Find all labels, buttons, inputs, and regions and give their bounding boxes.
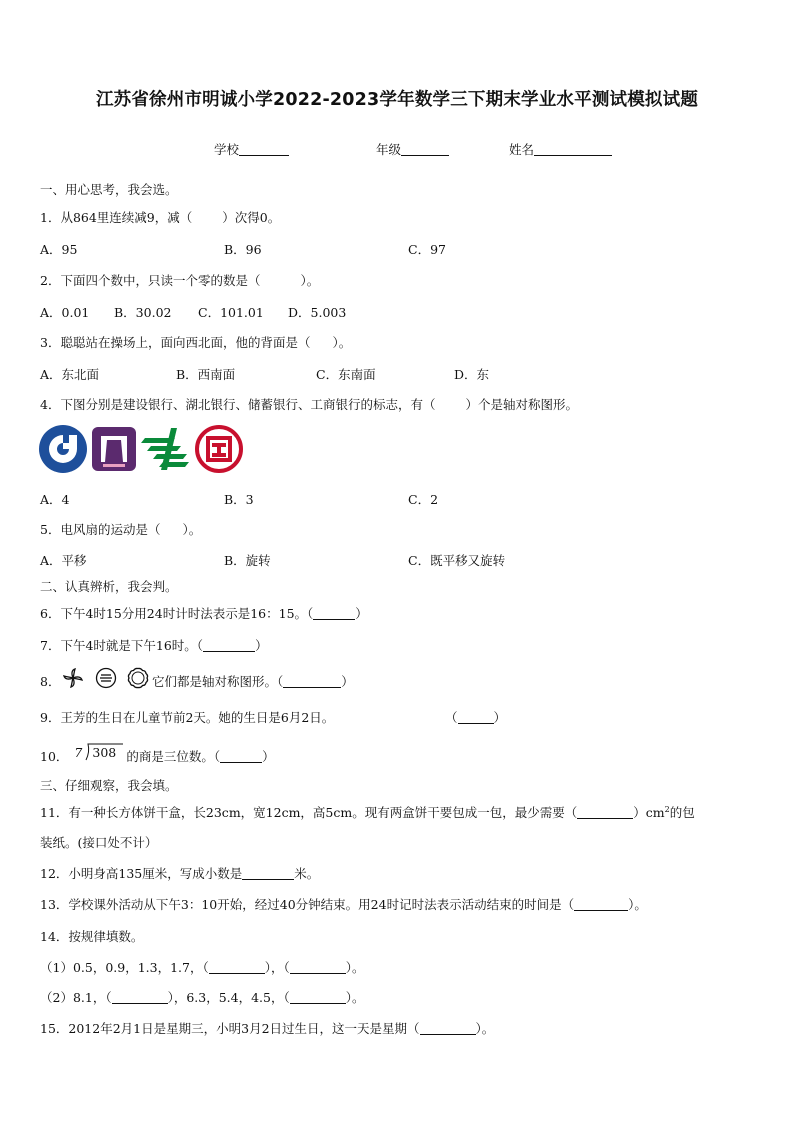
question-14-part-2: （2）8.1，（ ），6.3，5.4，4.5，（ ）。 xyxy=(40,990,365,1005)
q4-option-c[interactable]: C．2 xyxy=(408,492,439,507)
q4-option-b[interactable]: B．3 xyxy=(224,492,254,507)
q1-option-b[interactable]: B．96 xyxy=(224,242,262,257)
q1-option-a[interactable]: A．95 xyxy=(40,242,78,257)
q15-answer-blank[interactable] xyxy=(420,1022,476,1035)
q10-dividend: 308 xyxy=(92,745,117,760)
question-10: 10． 7 308 的商是三位数。（ ） xyxy=(40,745,275,765)
section-3-heading: 三、仔细观察，我会填。 xyxy=(40,778,178,793)
question-13: 13．学校课外活动从下午3：10开始，经过40分钟结束。用24时记时法表示活动结束的时间是（ ）。 xyxy=(40,897,647,912)
q2-option-c[interactable]: C．101.01 xyxy=(198,305,264,320)
q7-answer-blank[interactable] xyxy=(203,639,255,652)
question-11-line2: 装纸。(接口处不计） xyxy=(40,835,158,850)
q3-option-c[interactable]: C．东南面 xyxy=(316,367,376,382)
q2-option-b[interactable]: B．30.02 xyxy=(114,305,172,320)
q3-option-d[interactable]: D．东 xyxy=(454,367,490,382)
question-3: 3．聪聪站在操场上，面向西北面，他的背面是（ ）。 xyxy=(40,335,352,350)
q3-option-a[interactable]: A．东北面 xyxy=(40,367,100,382)
q9-answer-blank[interactable] xyxy=(458,711,494,724)
question-12: 12．小明身高135厘米，写成小数是 米。 xyxy=(40,866,320,881)
q5-option-a[interactable]: A．平移 xyxy=(40,553,87,568)
q8-number: 8． xyxy=(40,674,61,689)
postal-savings-logo-icon xyxy=(141,424,191,474)
q5-option-c[interactable]: C．既平移又旋转 xyxy=(408,553,506,568)
scalloped-circle-icon xyxy=(127,667,149,689)
question-6: 6．下午4时15分用24时计时法表示是16：15。（ ） xyxy=(40,606,368,621)
name-field[interactable]: 姓名 xyxy=(509,140,612,158)
q14-2-blank-1[interactable] xyxy=(112,991,168,1004)
q2-option-a[interactable]: A．0.01 xyxy=(40,305,90,320)
question-9: 9．王芳的生日在儿童节前2天。她的生日是6月2日。 xyxy=(40,710,335,725)
section-1-heading: 一、用心思考，我会选。 xyxy=(40,182,178,197)
icbc-logo-icon xyxy=(194,424,244,474)
q9-answer: （ ） xyxy=(445,710,507,725)
q14-1-blank-1[interactable] xyxy=(209,961,265,974)
q14-1-blank-2[interactable] xyxy=(290,961,346,974)
question-5: 5．电风扇的运动是（ ）。 xyxy=(40,522,202,537)
q3-option-b[interactable]: B．西南面 xyxy=(176,367,236,382)
school-field[interactable]: 学校 xyxy=(214,140,289,158)
q4-option-a[interactable]: A．4 xyxy=(40,492,70,507)
hubei-bank-logo-icon xyxy=(91,424,137,474)
question-11: 11．有一种长方体饼干盒，长23cm，宽12cm，高5cm。现有两盒饼干要包成一包，最少需要（ ）$cm^2$的包 xyxy=(40,804,695,820)
ccb-logo-icon xyxy=(38,424,88,474)
question-2: 2．下面四个数中，只读一个零的数是（ ）。 xyxy=(40,273,320,288)
grade-field[interactable]: 年级 xyxy=(376,140,449,158)
q11-answer-blank[interactable] xyxy=(577,806,633,819)
q10-divisor: 7 xyxy=(74,745,83,760)
pinwheel-icon xyxy=(62,667,84,689)
question-4: 4．下图分别是建设银行、湖北银行、储蓄银行、工商银行的标志，有（ ）个是轴对称图形。 xyxy=(40,397,578,412)
q13-answer-blank[interactable] xyxy=(574,898,628,911)
question-8: 它们都是轴对称图形。（ ） xyxy=(152,674,354,689)
question-7: 7．下午4时就是下午16时。（ ） xyxy=(40,638,268,653)
question-1: 1．从864里连续减9，减（ ）次得0。 xyxy=(40,210,281,225)
question-14: 14．按规律填数。 xyxy=(40,929,144,944)
question-14-part-1: （1）0.5，0.9，1.3，1.7，（ ），（ ）。 xyxy=(40,960,365,975)
q2-option-d[interactable]: D．5.003 xyxy=(288,305,347,320)
section-2-heading: 二、认真辨析，我会判。 xyxy=(40,579,178,594)
q10-answer-blank[interactable] xyxy=(220,750,262,763)
q14-2-blank-2[interactable] xyxy=(290,991,346,1004)
page-title: 江苏省徐州市明诚小学2022-2023学年数学三下期末学业水平测试模拟试题 xyxy=(95,90,699,110)
question-15: 15．2012年2月1日是星期三，小明3月2日过生日，这一天是星期（ ）。 xyxy=(40,1021,495,1036)
q12-answer-blank[interactable] xyxy=(242,867,294,880)
circle-equal-icon xyxy=(95,667,117,689)
q5-option-b[interactable]: B．旋转 xyxy=(224,553,271,568)
q8-answer-blank[interactable] xyxy=(283,675,341,688)
q1-option-c[interactable]: C．97 xyxy=(408,242,446,257)
q6-answer-blank[interactable] xyxy=(313,607,355,620)
